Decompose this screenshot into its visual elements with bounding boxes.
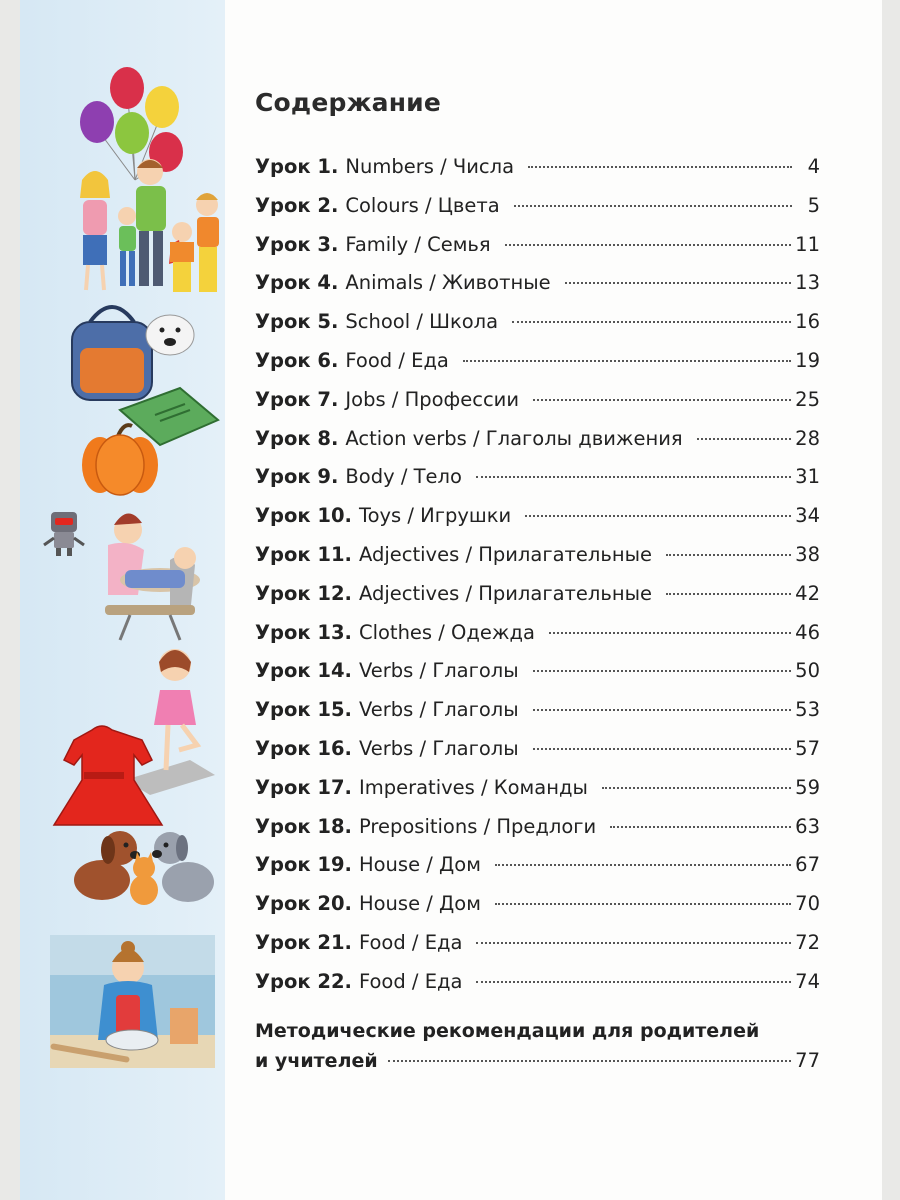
dot-leader (476, 981, 791, 983)
toc-entry[interactable] (255, 233, 820, 272)
lesson-name: Verbs / Глаголы (358, 736, 519, 760)
lesson-number: Урок 4. (255, 271, 339, 295)
page-number: 4 (807, 155, 820, 178)
page-number: 74 (795, 969, 820, 993)
dot-leader (476, 476, 791, 478)
page-number: 28 (795, 426, 820, 450)
dot-leader (525, 515, 791, 517)
lesson-name: Imperatives / Команды (358, 775, 588, 799)
toc-entry[interactable] (255, 465, 820, 504)
yoga-girl-icon (125, 649, 215, 795)
lesson-name: Adjectives / Прилагательные (358, 542, 652, 566)
toc-entry[interactable] (255, 931, 820, 970)
toc-entry[interactable] (255, 155, 820, 194)
page-number: 53 (795, 698, 820, 722)
dot-leader (533, 399, 791, 401)
toc-entry[interactable] (255, 582, 820, 621)
lesson-name: Toys / Игрушки (358, 504, 512, 528)
lesson-number: Урок 14. (255, 659, 352, 683)
page-number: 70 (795, 892, 820, 916)
toc-entry[interactable] (255, 349, 820, 388)
lesson-number: Урок 19. (255, 853, 352, 877)
lesson-number: Урок 22. (255, 969, 352, 993)
page-number: 59 (795, 775, 820, 799)
lesson-number: Урок 16. (255, 736, 352, 760)
dot-leader (528, 166, 792, 168)
toc-entry[interactable] (255, 737, 820, 776)
dot-leader (512, 321, 791, 323)
cooking-woman-icon (50, 935, 215, 1068)
methodology-line1: Методические рекомендации для родителей (255, 1019, 760, 1042)
lesson-name: Colours / Цвета (345, 193, 500, 217)
dot-leader (666, 593, 791, 595)
table-of-contents (255, 88, 820, 1076)
toc-entry[interactable] (255, 659, 820, 698)
page-title: Содержание (255, 88, 442, 117)
page-number: 63 (795, 814, 820, 838)
dot-leader (463, 360, 791, 362)
dot-leader (565, 282, 792, 284)
dogs-and-cat-icon (74, 831, 214, 905)
lesson-name: Clothes / Одежда (358, 620, 535, 644)
lesson-number: Урок 5. (255, 310, 339, 334)
dot-leader (533, 670, 792, 672)
dot-leader (533, 709, 792, 711)
page-number: 25 (795, 387, 820, 411)
page-number: 34 (795, 504, 820, 528)
toc-entry[interactable] (255, 853, 820, 892)
dot-leader (495, 903, 791, 905)
lesson-number: Урок 8. (255, 426, 339, 450)
lesson-name: Verbs / Глаголы (358, 698, 519, 722)
robot-icon (44, 512, 84, 556)
dot-leader (388, 1060, 791, 1062)
lesson-name: Body / Тело (345, 465, 462, 489)
toc-entry[interactable] (255, 815, 820, 854)
lesson-number: Урок 13. (255, 620, 352, 644)
page-number: 31 (795, 465, 820, 489)
lesson-name: Adjectives / Прилагательные (358, 581, 652, 605)
methodology-line2-row (255, 1046, 820, 1076)
lesson-name: Family / Семья (345, 232, 491, 256)
dot-leader (533, 748, 792, 750)
page-number: 19 (795, 348, 820, 372)
pumpkin-icon (82, 425, 158, 495)
dentist-icon (105, 513, 200, 640)
lesson-number: Урок 12. (255, 581, 352, 605)
lesson-number: Урок 7. (255, 387, 339, 411)
toc-entry[interactable] (255, 427, 820, 466)
page-number: 46 (795, 620, 820, 644)
lesson-number: Урок 18. (255, 814, 352, 838)
lesson-name: Food / Еда (345, 348, 449, 372)
toc-entry[interactable] (255, 892, 820, 931)
lesson-number: Урок 10. (255, 504, 352, 528)
page-number: 72 (795, 930, 820, 954)
page-number: 16 (795, 310, 820, 334)
lesson-number: Урок 1. (255, 155, 339, 178)
toc-entry[interactable] (255, 310, 820, 349)
toc-entry-methodology[interactable] (255, 1017, 820, 1076)
dot-leader (505, 244, 792, 246)
lesson-number: Урок 15. (255, 698, 352, 722)
lesson-name: House / Дом (358, 853, 481, 877)
toc-entry[interactable] (255, 504, 820, 543)
toc-entry[interactable] (255, 271, 820, 310)
lesson-name: Verbs / Глаголы (358, 659, 519, 683)
illustrations-column (20, 0, 225, 1100)
page-number: 57 (795, 736, 820, 760)
lesson-name: Food / Еда (358, 930, 463, 954)
dot-leader (495, 864, 791, 866)
toc-entry[interactable] (255, 698, 820, 737)
dot-leader (610, 826, 791, 828)
dot-leader (514, 205, 792, 207)
toc-entry[interactable] (255, 776, 820, 815)
page-number: 67 (795, 853, 820, 877)
lesson-name: Jobs / Профессии (345, 387, 520, 411)
lesson-number: Урок 2. (255, 193, 339, 217)
dot-leader (666, 554, 791, 556)
family-with-balloons-icon (80, 67, 219, 292)
lesson-number: Урок 11. (255, 542, 352, 566)
lesson-name: Animals / Животные (345, 271, 551, 295)
dot-leader (697, 438, 792, 440)
page-number: 77 (795, 1048, 820, 1072)
dot-leader (549, 632, 791, 634)
toc-entry[interactable] (255, 621, 820, 660)
dot-leader (476, 942, 791, 944)
page-number: 11 (795, 232, 820, 256)
page-number: 42 (795, 581, 820, 605)
school-bag-and-dog-icon (72, 307, 194, 400)
lesson-number: Урок 17. (255, 775, 352, 799)
lesson-number: Урок 6. (255, 348, 339, 372)
lesson-number: Урок 20. (255, 892, 352, 916)
toc-entry[interactable] (255, 970, 820, 1009)
toc-entries (255, 155, 820, 1009)
dot-leader (602, 787, 791, 789)
lesson-name: Food / Еда (358, 969, 463, 993)
page-number: 38 (795, 542, 820, 566)
page-number: 13 (795, 271, 820, 295)
toc-entry[interactable] (255, 194, 820, 233)
lesson-number: Урок 9. (255, 465, 339, 489)
lesson-number: Урок 21. (255, 930, 352, 954)
lesson-name: House / Дом (358, 892, 481, 916)
lesson-name: Prepositions / Предлоги (358, 814, 597, 838)
page-number: 50 (795, 659, 820, 683)
lesson-name: Action verbs / Глаголы движения (345, 426, 683, 450)
toc-entry[interactable] (255, 388, 820, 427)
toc-entry[interactable] (255, 543, 820, 582)
illustration-strip (20, 0, 225, 1200)
lesson-name: Numbers / Числа (345, 155, 515, 178)
lesson-name: School / Школа (345, 310, 499, 334)
methodology-line2: и учителей (255, 1049, 378, 1072)
page-number: 5 (807, 193, 820, 217)
lesson-number: Урок 3. (255, 232, 339, 256)
